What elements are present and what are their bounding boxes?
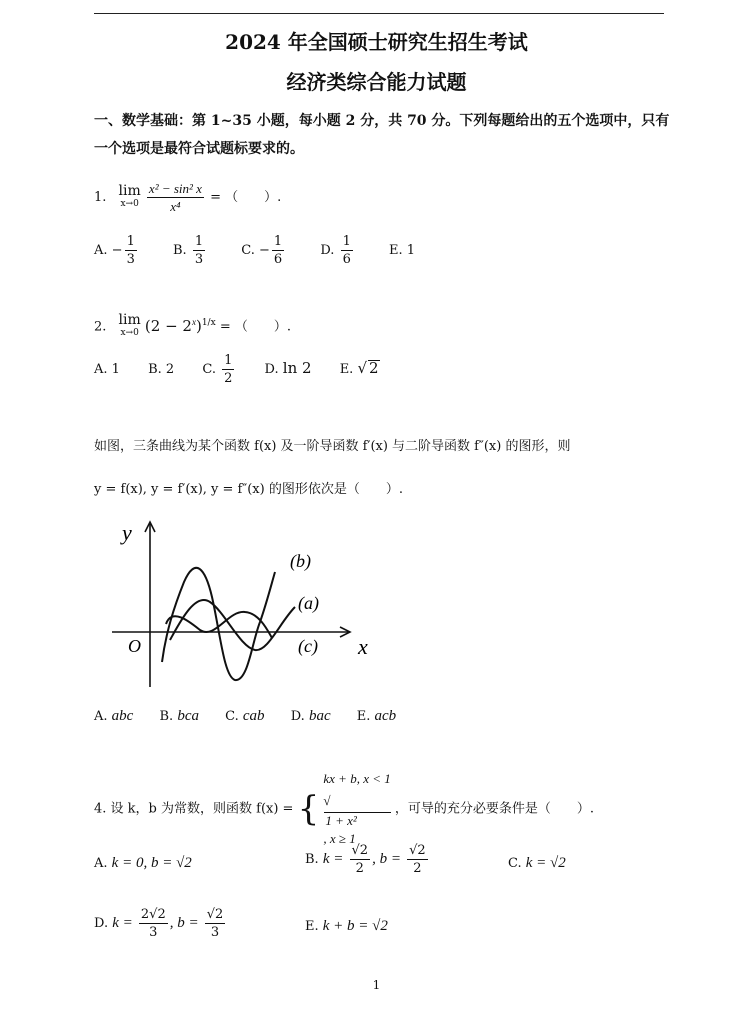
q4-brace: { bbox=[297, 789, 320, 829]
q3-option-d[interactable]: D. bac bbox=[290, 708, 331, 724]
q3-option-a[interactable]: A. abc bbox=[94, 708, 134, 724]
q2-option-c[interactable]: C. $\frac{1}{2}$ bbox=[202, 353, 233, 386]
question-2 bbox=[94, 314, 291, 340]
q2-option-d[interactable]: D. ln 2 bbox=[264, 359, 312, 377]
q3-option-c[interactable]: C. cab bbox=[225, 708, 265, 724]
question-3-line2: y = f(x), y = f′(x), y = f″(x) 的图形依次是（ ）. bbox=[94, 482, 403, 497]
q1-option-b[interactable]: B. $\frac{1}{3}$ bbox=[173, 234, 204, 267]
q1-options bbox=[94, 233, 415, 268]
q4-tail: ，可导的充分必要条件是（ ）. bbox=[394, 801, 595, 817]
q1-option-c[interactable]: C. − $\frac{1}{6}$ bbox=[241, 234, 283, 267]
question-1 bbox=[94, 180, 281, 215]
q2-option-e[interactable]: E. √ 2 bbox=[339, 359, 379, 377]
q4-option-b[interactable]: B. k = $\frac{√2}{2}$ , b = $\frac{√2}{2}$ bbox=[305, 843, 426, 876]
curve-c-label: (c) bbox=[298, 636, 318, 656]
q4-number: 4. bbox=[94, 801, 107, 817]
q3-option-e[interactable]: E. acb bbox=[356, 708, 397, 724]
exam-subtitle: 经济类综合能力试题 bbox=[286, 70, 467, 94]
q4-lead: 设 k，b 为常数，则函数 f(x) = bbox=[110, 801, 294, 817]
question-4 bbox=[94, 768, 594, 850]
q1-tail: = （ ）. bbox=[210, 190, 282, 205]
curve-a-label: (a) bbox=[298, 593, 319, 613]
q1-fraction: $\frac{\text{x² − sin² x}}{\text{x⁴}}$ bbox=[148, 181, 202, 214]
q1-option-d[interactable]: D. $\frac{1}{6}$ bbox=[320, 234, 351, 267]
page-number: 1 bbox=[372, 978, 381, 992]
q2-tail: = （ ）. bbox=[219, 319, 291, 335]
q4-option-e[interactable]: E. k + b = √2 bbox=[305, 918, 388, 934]
q2-options bbox=[94, 352, 380, 387]
q2-lim: lim x→0 bbox=[118, 312, 141, 338]
q2-expression: $(2 - 2^x)^{1/x}$ bbox=[144, 316, 216, 335]
section-instructions-line2: 一个选项是最符合试题标要求的。 bbox=[94, 141, 304, 157]
q4-option-a[interactable]: A. k = 0, b = √2 bbox=[94, 855, 192, 871]
q2-number: 2. bbox=[94, 319, 107, 335]
top-rule bbox=[94, 13, 664, 14]
q1-option-a[interactable]: A. − $\frac{1}{3}$ bbox=[94, 234, 135, 267]
y-axis-label: y bbox=[122, 520, 132, 545]
q1-lim: lim x→0 bbox=[118, 182, 141, 209]
question-3-line1: 如图，三条曲线为某个函数 f(x) 及一阶导函数 f′(x) 与二阶导函数 f″(x) 的图形，则 bbox=[94, 439, 571, 454]
q1-option-e[interactable]: E. 1 bbox=[389, 243, 416, 258]
q1-number: 1. bbox=[94, 190, 107, 205]
curve-b-label: (b) bbox=[290, 551, 311, 571]
q4-option-c[interactable]: C. k = √2 bbox=[508, 855, 566, 871]
q2-option-a[interactable]: A. 1 bbox=[94, 362, 120, 377]
q3-options bbox=[94, 708, 396, 725]
q2-option-b[interactable]: B. 2 bbox=[148, 362, 175, 377]
q3-graph bbox=[100, 512, 390, 697]
exam-title: 2024 年全国硕士研究生招生考试 bbox=[225, 30, 528, 54]
origin-label: O bbox=[128, 636, 141, 656]
q4-cases: kx + b, x < 1 √ 1 + x² , x ≥ 1 bbox=[323, 771, 391, 846]
q3-option-b[interactable]: B. bca bbox=[159, 708, 199, 724]
x-axis-label: x bbox=[358, 634, 368, 659]
q4-option-d[interactable]: D. k = $\frac{2√2}{3}$ , b = $\frac{√2}{3}$ bbox=[94, 907, 224, 940]
curve-a bbox=[170, 600, 295, 650]
section-instructions-line1: 一、数学基础：第 1~35 小题，每小题 2 分，共 70 分。下列每题给出的五个选项中，只有 bbox=[94, 113, 670, 129]
